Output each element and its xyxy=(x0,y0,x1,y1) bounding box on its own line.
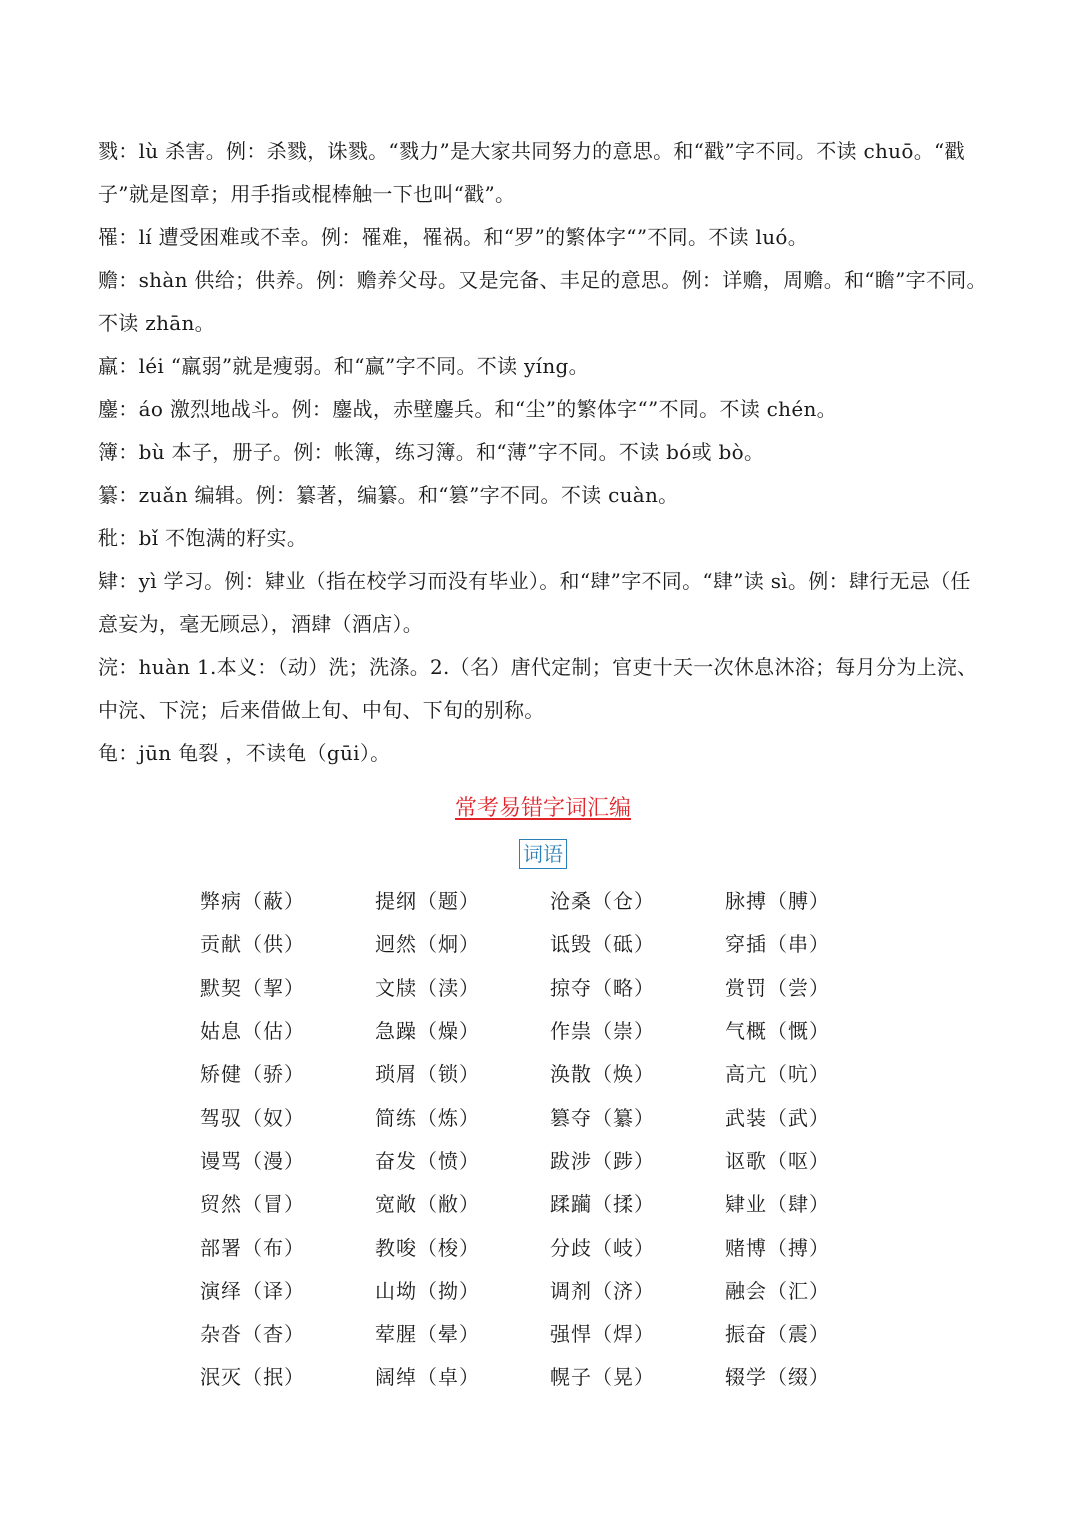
word-cell: 肄业（肆） xyxy=(725,1192,830,1217)
word-cell: 蹂躏（揉） xyxy=(550,1192,655,1217)
word-row xyxy=(200,1008,900,1051)
word-cell: 篡夺（纂） xyxy=(550,1105,655,1130)
word-cell: 赏罚（尝） xyxy=(725,975,830,1000)
document-page xyxy=(98,130,988,873)
entry-jun: 龟：jūn 龟裂 ，不读龟（gūi）。 xyxy=(98,741,391,765)
word-cell: 弊病（蔽） xyxy=(200,889,305,914)
word-cell: 阔绰（卓） xyxy=(375,1365,480,1390)
word-cell: 姑息（估） xyxy=(200,1019,305,1044)
word-cell: 沧桑（仓） xyxy=(550,889,655,914)
word-cell: 分歧（岐） xyxy=(550,1235,655,1260)
word-cell: 驾驭（奴） xyxy=(200,1105,305,1130)
entry-bu: 簿：bù 本子，册子。例：帐簿，练习簿。和“薄”字不同。不读 bó或 bò。 xyxy=(98,440,765,464)
word-row xyxy=(200,1094,900,1137)
word-row xyxy=(200,921,900,964)
word-cell: 赌博（搏） xyxy=(725,1235,830,1260)
word-row xyxy=(200,1051,900,1094)
word-grid xyxy=(200,878,900,1398)
entry-li: 罹：lí 遭受困难或不幸。例：罹难，罹祸。和“罗”的繁体字“”不同。不读 luó。 xyxy=(98,225,809,249)
word-cell: 急躁（燥） xyxy=(375,1019,480,1044)
entry-zuan: 纂：zuǎn 编辑。例：纂著，编纂。和“篡”字不同。不读 cuàn。 xyxy=(98,483,679,507)
word-cell: 涣散（焕） xyxy=(550,1062,655,1087)
word-cell: 文牍（渎） xyxy=(375,975,480,1000)
word-cell: 演绎（译） xyxy=(200,1278,305,1303)
word-cell: 山坳（拗） xyxy=(375,1278,480,1303)
word-row xyxy=(200,1311,900,1354)
word-cell: 调剂（济） xyxy=(550,1278,655,1303)
entry-shan: 赡：shàn 供给；供养。例：赡养父母。又是完备、丰足的意思。例：详赡，周赡。和“瞻”字不同。不读 zhān。 xyxy=(98,268,987,335)
word-cell: 作祟（崇） xyxy=(550,1019,655,1044)
section-title-text: 常考易错字词汇编 xyxy=(454,796,631,821)
word-cell: 教唆（梭） xyxy=(375,1235,480,1260)
word-cell: 杂沓（杳） xyxy=(200,1322,305,1347)
sub-title xyxy=(98,839,988,873)
entry-lei: 羸：léi “羸弱”就是瘦弱。和“赢”字不同。不读 yíng。 xyxy=(98,354,589,378)
word-cell: 掠夺（略） xyxy=(550,975,655,1000)
word-cell: 琐屑（锁） xyxy=(375,1062,480,1087)
word-cell: 贡献（供） xyxy=(200,932,305,957)
word-cell: 荤腥（晕） xyxy=(375,1322,480,1347)
word-cell: 武装（武） xyxy=(725,1105,830,1130)
word-cell: 谩骂（漫） xyxy=(200,1148,305,1173)
word-cell: 迥然（炯） xyxy=(375,932,480,957)
word-row xyxy=(200,1268,900,1311)
word-cell: 振奋（震） xyxy=(725,1322,830,1347)
word-cell: 奋发（愤） xyxy=(375,1148,480,1173)
word-row xyxy=(200,1181,900,1224)
word-cell: 脉搏（膊） xyxy=(725,889,830,914)
word-cell: 宽敞（敝） xyxy=(375,1192,480,1217)
word-cell: 矫健（骄） xyxy=(200,1062,305,1087)
word-row xyxy=(200,1354,900,1397)
entry-yi: 肄：yì 学习。例：肄业（指在校学习而没有毕业）。和“肆”字不同。“肆”读 sì。例：肆行无忌（任意妄为，毫无顾忌），酒肆（酒店）。 xyxy=(98,569,971,636)
sub-title-box: 词语 xyxy=(519,839,567,869)
word-cell: 泯灭（抿） xyxy=(200,1365,305,1390)
word-cell: 贸然（冒） xyxy=(200,1192,305,1217)
entry-bi: 秕：bǐ 不饱满的籽实。 xyxy=(98,526,308,550)
word-cell: 跋涉（踄） xyxy=(550,1148,655,1173)
word-cell: 部署（布） xyxy=(200,1235,305,1260)
word-cell: 穿插（串） xyxy=(725,932,830,957)
word-cell: 气概（慨） xyxy=(725,1019,830,1044)
section-title xyxy=(98,789,988,829)
word-row xyxy=(200,1138,900,1181)
word-cell: 提纲（题） xyxy=(375,889,480,914)
word-cell: 幌子（晃） xyxy=(550,1365,655,1390)
word-cell: 简练（炼） xyxy=(375,1105,480,1130)
word-cell: 诋毁（砥） xyxy=(550,932,655,957)
word-cell: 融会（汇） xyxy=(725,1278,830,1303)
word-cell: 默契（挈） xyxy=(200,975,305,1000)
word-cell: 强悍（焊） xyxy=(550,1322,655,1347)
word-row xyxy=(200,965,900,1008)
word-row xyxy=(200,1224,900,1267)
word-cell: 讴歌（呕） xyxy=(725,1148,830,1173)
entry-lu: 戮：lù 杀害。例：杀戮，诛戮。“戮力”是大家共同努力的意思。和“戳”字不同。不读 chuō。“戳子”就是图章；用手指或棍棒触一下也叫“戳”。 xyxy=(98,139,965,206)
word-cell: 辍学（缀） xyxy=(725,1365,830,1390)
entry-ao: 鏖：áo 激烈地战斗。例：鏖战，赤壁鏖兵。和“尘”的繁体字“”不同。不读 chén。 xyxy=(98,397,837,421)
word-cell: 高亢（吭） xyxy=(725,1062,830,1087)
word-row xyxy=(200,878,900,921)
entry-huan: 浣：huàn 1.本义：（动）洗；洗涤。2.（名）唐代定制；官吏十天一次休息沐浴；每月分为上浣、中浣、下浣；后来借做上旬、中旬、下旬的别称。 xyxy=(98,655,978,722)
